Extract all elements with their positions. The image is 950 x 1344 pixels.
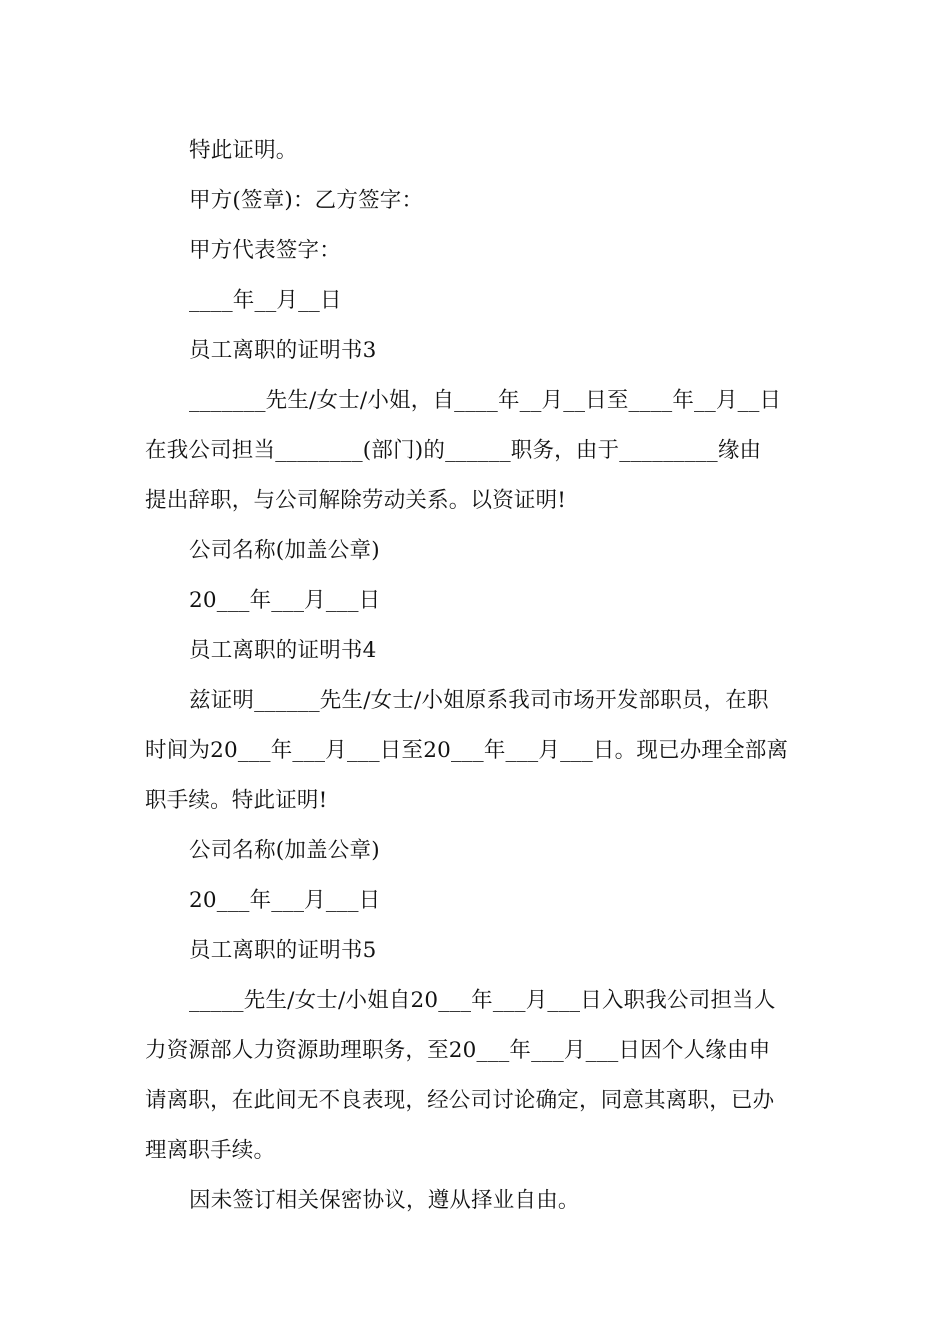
paragraph-3-line-1: _______先生/女士/小姐，自____年__月__日至____年__月__日	[189, 388, 782, 413]
paragraph-5-line-3: 请离职，在此间无不良表现，经公司讨论确定，同意其离职，已办	[145, 1088, 775, 1113]
paragraph-5-line-4: 理离职手续。	[145, 1138, 276, 1163]
company-name-seal-3: 公司名称(加盖公章)	[189, 538, 380, 563]
date-line: ____年__月__日	[189, 288, 342, 313]
date-line-3: 20___年___月___日	[189, 588, 381, 613]
paragraph-4-line-3: 职手续。特此证明!	[145, 788, 328, 813]
section-title-3: 员工离职的证明书3	[189, 338, 377, 363]
paragraph-3-line-3: 提出辞职，与公司解除劳动关系。以资证明!	[145, 488, 567, 513]
section-title-4: 员工离职的证明书4	[189, 638, 377, 663]
paragraph-3-line-2: 在我公司担当________(部门)的______职务，由于_________缘由	[145, 438, 762, 463]
paragraph-4-line-1: 兹证明______先生/女士/小姐原系我司市场开发部职员，在职	[189, 688, 769, 713]
signature-line-parties: 甲方(签章)：乙方签字：	[189, 188, 424, 213]
paragraph-confidentiality: 因未签订相关保密协议，遵从择业自由。	[189, 1188, 580, 1213]
paragraph-5-line-2: 力资源部人力资源助理职务，至20___年___月___日因个人缘由申	[145, 1038, 771, 1063]
closing-statement: 特此证明。	[189, 138, 298, 163]
company-name-seal-4: 公司名称(加盖公章)	[189, 838, 380, 863]
signature-line-representative: 甲方代表签字：	[189, 238, 341, 263]
date-line-4: 20___年___月___日	[189, 888, 381, 913]
paragraph-5-line-1: _____先生/女士/小姐自20___年___月___日入职我公司担当人	[189, 988, 776, 1013]
section-title-5: 员工离职的证明书5	[189, 938, 377, 963]
paragraph-4-line-2: 时间为20___年___月___日至20___年___月___日。现已办理全部离	[145, 738, 789, 763]
